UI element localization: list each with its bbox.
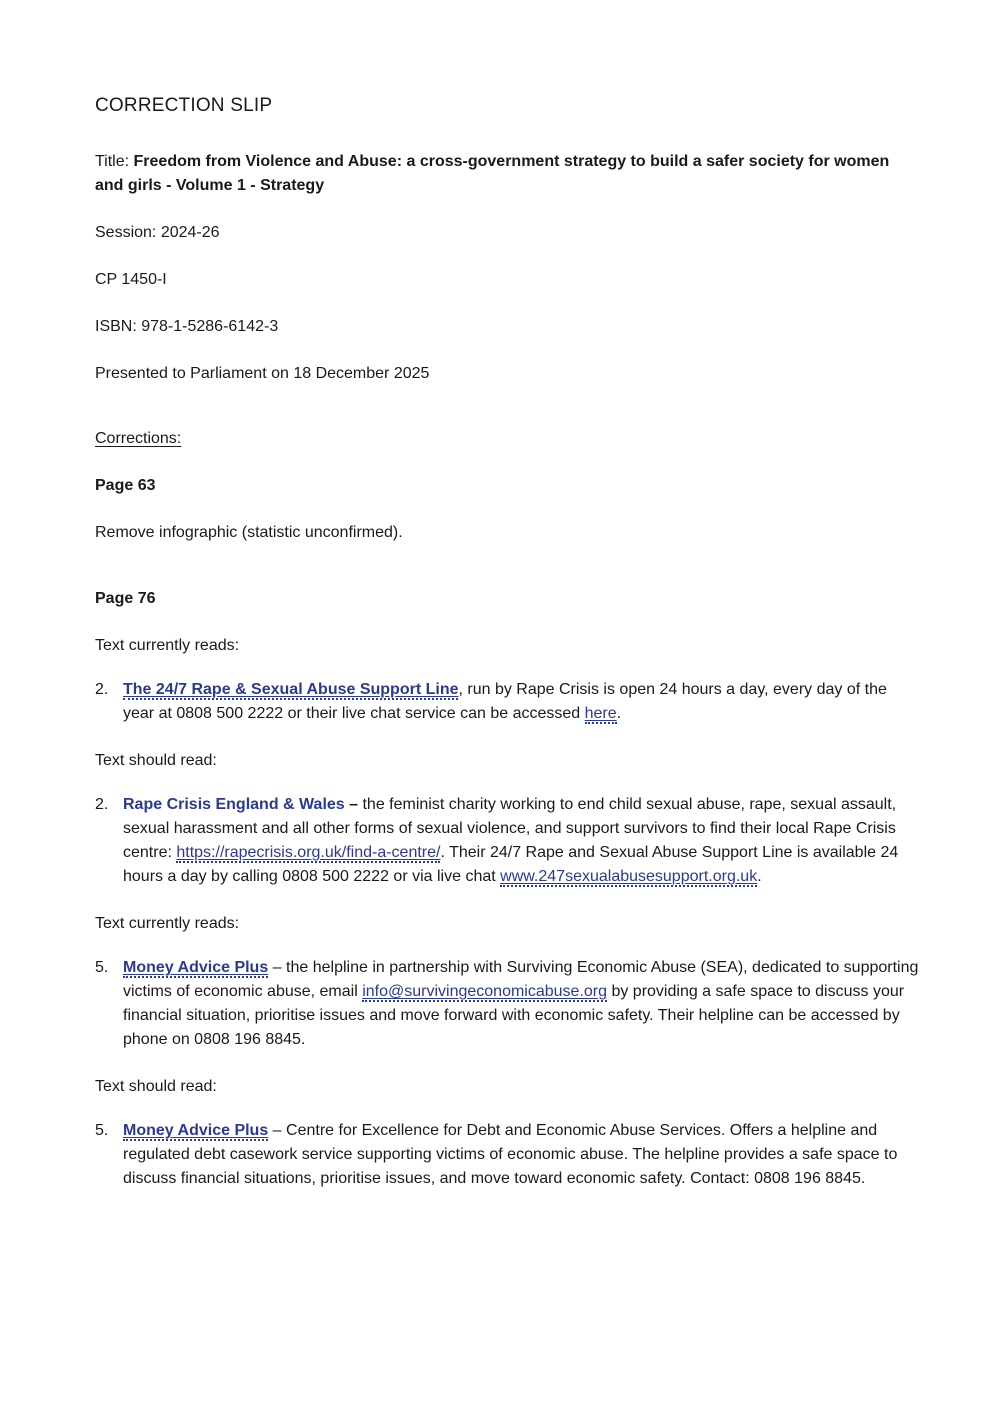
page-76-heading: Page 76: [95, 590, 156, 607]
list-item-text: [123, 678, 920, 726]
find-a-centre-link[interactable]: https://rapecrisis.org.uk/find-a-centre/: [176, 844, 441, 861]
list-item-text: [123, 793, 920, 889]
corrections-heading-line: [95, 427, 920, 451]
money-advice-plus-link[interactable]: Money Advice Plus: [123, 1122, 269, 1139]
publication-title-line: [95, 150, 920, 198]
list-number: 5.: [95, 1122, 109, 1139]
text-currently-reads-label-1: Text currently reads:: [95, 637, 240, 654]
list-item-5-current: [95, 956, 920, 1052]
list-item-2-should: [95, 793, 920, 889]
isbn-line: ISBN: 978-1-5286-6142-3: [95, 318, 279, 335]
item-text-end: .: [757, 868, 762, 885]
document-heading: CORRECTION SLIP: [95, 95, 273, 116]
list-item-text: [123, 956, 920, 1052]
text-should-read-label-1: Text should read:: [95, 752, 217, 769]
session-line: Session: 2024-26: [95, 224, 220, 241]
text-should-read-label-2: Text should read:: [95, 1078, 217, 1095]
text-currently-reads-label-2: Text currently reads:: [95, 915, 240, 932]
item-text-segment: . Their 24/7 Rape and Sexual Abuse Support Line is available 24 hours a day by calling 0808 500 2222 or via live chat: [123, 844, 899, 885]
title-label: Title:: [95, 153, 134, 170]
money-advice-plus-link[interactable]: Money Advice Plus: [123, 959, 269, 976]
presented-line: Presented to Parliament on 18 December 2025: [95, 365, 430, 382]
item-text-segment: , run by Rape Crisis is open 24 hours a day, every day of the year at 0808 500 2222 or their live chat service can be accessed: [123, 681, 887, 722]
here-link[interactable]: here: [584, 705, 617, 722]
publication-title: Freedom from Violence and Abuse: a cross-government strategy to build a safer society for women and girls - Volume 1 - Strategy: [95, 153, 890, 194]
item-text-segment: the feminist charity working to end child sexual abuse, rape, sexual assault, sexual harassment and all other forms of sexual violence, and support survivors to find their local Rape Crisis centre:: [123, 796, 897, 861]
item-text-end: .: [616, 705, 622, 722]
page-63-heading: Page 63: [95, 477, 156, 494]
list-number: 5.: [95, 959, 109, 976]
email-link[interactable]: info@survivingeconomicabuse.org: [362, 983, 608, 1000]
support-line-link[interactable]: The 24/7 Rape & Sexual Abuse Support Line: [123, 681, 459, 698]
list-number: 2.: [95, 681, 109, 698]
list-item-2-current: [95, 678, 920, 726]
org-name-rape-crisis: Rape Crisis England & Wales: [123, 796, 345, 813]
live-chat-link[interactable]: www.247sexualabusesupport.org.uk: [500, 868, 758, 885]
corrections-heading: Corrections:: [95, 430, 182, 447]
list-number: 2.: [95, 796, 109, 813]
item-text-end: – Centre for Excellence for Debt and Economic Abuse Services. Offers a helpline and regulated debt casework service supporting victims of economic abuse. The helpline provides a safe space to discuss financial situations, prioritise issues, and move toward economic safety. Contact: 0808 196 8845.: [123, 1122, 898, 1187]
cp-number-line: CP 1450-I: [95, 271, 167, 288]
page-63-instruction: Remove infographic (statistic unconfirmed).: [95, 524, 403, 541]
item-text-end: by providing a safe space to discuss your financial situation, prioritise issues and move forward with economic safety. Their helpline can be accessed by phone on 0808 196 8845.: [123, 983, 905, 1048]
list-item-5-should: [95, 1119, 920, 1191]
dash-separator: –: [344, 796, 363, 813]
item-text-segment: – the helpline in partnership with Surviving Economic Abuse (SEA), dedicated to supporting victims of economic abuse, email: [123, 959, 919, 1000]
list-item-text: [123, 1119, 920, 1191]
